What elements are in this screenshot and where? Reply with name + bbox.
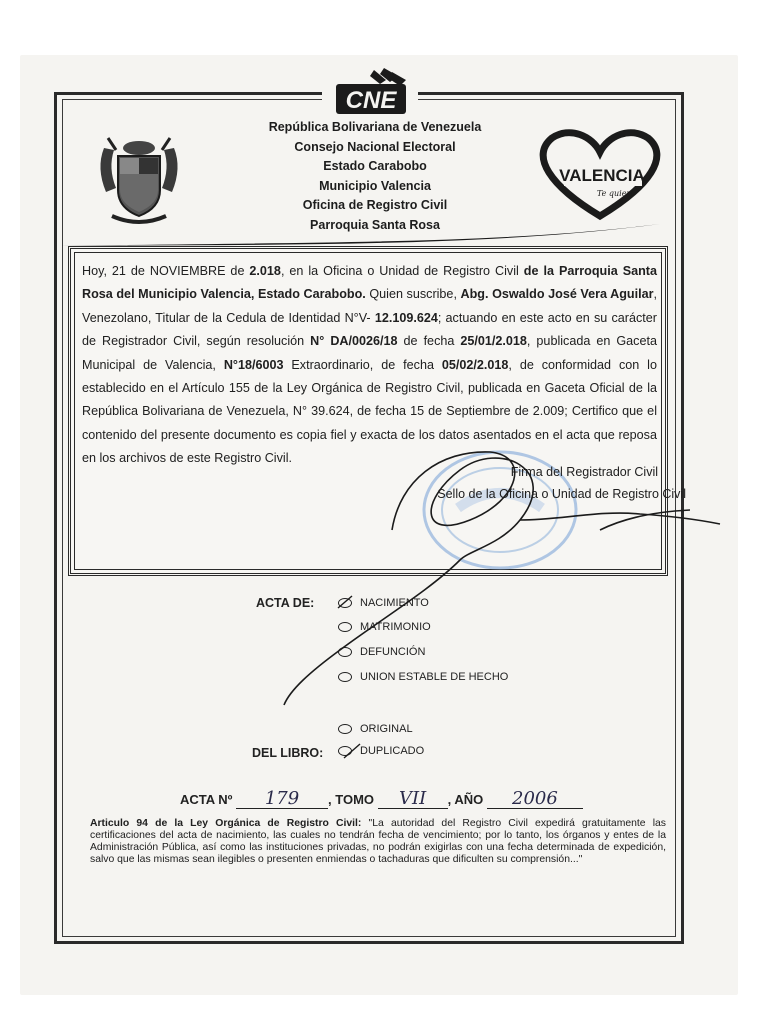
stamp-label: Sello de la Oficina o Unidad de Registro Civil	[437, 487, 686, 501]
valencia-tagline: Te quiero	[596, 189, 636, 198]
acta-number-label: ACTA Nº	[180, 792, 233, 807]
valencia-logo-text: VALENCIA	[559, 166, 645, 185]
cert-part-6: de fecha	[397, 334, 461, 349]
cert-part-8: Extraordinario, de fecha	[283, 357, 442, 372]
cert-ci: 12.109.624	[374, 310, 438, 325]
cert-resolution: N° DA/0026/18	[310, 334, 398, 349]
tomo-label: TOMO	[335, 792, 375, 807]
acta-de-label: ACTA DE:	[256, 596, 315, 610]
header-institution	[230, 118, 520, 235]
ano-label: AÑO	[454, 792, 484, 807]
acta-number-value: 179	[236, 790, 328, 809]
option-circle-icon	[338, 622, 352, 632]
cert-part-9: , de conformidad con lo establecido en el Artículo 155 de la Ley Orgánica de Registro Civil, publicada en Gaceta Oficial de la República Bolivariana de Venezuela, N° 39.624, de fecha 15 de Septiembre de 2.009; Certifico que el contenido del presente documento es copia fiel y exacta de los datos asentados en el acta que reposa en los archivos de este Registro Civil.	[82, 357, 657, 466]
header-line-estado: Estado Carabobo	[323, 159, 427, 173]
cne-logo-text: CNE	[345, 87, 397, 114]
option-circle-icon	[338, 598, 352, 608]
header-line-municipio: Municipio Valencia	[319, 178, 431, 193]
option-original-label: ORIGINAL	[360, 723, 413, 735]
option-original	[338, 723, 413, 735]
cert-part-7: , publicada en Gaceta Municipal de Valencia,	[82, 334, 657, 372]
option-nacimiento-label: NACIMIENTO	[360, 597, 429, 609]
cert-res-date: 25/01/2.018	[460, 334, 527, 349]
option-duplicado-label: DUPLICADO	[360, 745, 425, 757]
cert-part-5: ; actuando en este acto en su carácter de Registrador Civil, según resolución	[82, 310, 657, 349]
acta-number-row: ACTA Nº 179 , TOMO VII , AÑO 2006	[180, 790, 583, 809]
option-circle-icon	[338, 647, 352, 657]
option-union-label: UNION ESTABLE DE HECHO	[360, 671, 509, 683]
option-defuncion	[338, 646, 425, 658]
cert-part-1: Hoy, 21 de NOVIEMBRE de	[82, 264, 250, 278]
option-nacimiento	[338, 597, 429, 609]
option-defuncion-label: DEFUNCIÓN	[360, 646, 426, 658]
cert-gaceta-date: 05/02/2.018	[441, 357, 509, 372]
option-duplicado	[338, 745, 424, 757]
cert-parroquia: de la Parroquia Santa Rosa del Municipio Valencia, Estado Carabobo.	[82, 264, 657, 302]
option-union-estable	[338, 671, 508, 683]
valencia-logo	[530, 126, 670, 222]
cert-part-3: Quien suscribe,	[365, 287, 461, 302]
signature-label: Firma del Registrador Civil	[510, 465, 658, 479]
cert-registrar: Abg. Oswaldo José Vera Aguilar	[460, 287, 654, 302]
cert-gaceta: N°18/6003	[223, 357, 284, 372]
cne-logo	[322, 66, 418, 122]
article-94-title: Articulo 94 de la Ley Orgánica de Registro Civil:	[90, 818, 362, 829]
option-matrimonio-label: MATRIMONIO	[360, 621, 431, 633]
ano-value: 2006	[487, 790, 583, 809]
article-94-body: "La autoridad del Registro Civil expedirá gratuitamente las certificaciones del acta de nacimiento, las cuales no tendrán fecha de vencimiento; por lo tanto, los órganos y entes de la Administración Pública, así como las instituciones privadas, no podrán exigirlas con una fecha determinada de expedición, salvo que las mismas sean ilegibles o presenten enmiendas o tachaduras que dificulten su comprensión..."	[90, 818, 667, 865]
option-matrimonio	[338, 621, 431, 633]
header-line-republica: República Bolivariana de Venezuela	[268, 120, 482, 134]
article-94-text	[90, 818, 666, 866]
coat-of-arms-icon	[92, 128, 186, 232]
header-line-consejo: Consejo Nacional Electoral	[294, 139, 456, 154]
del-libro-label: DEL LIBRO:	[252, 746, 324, 760]
option-circle-icon	[338, 724, 352, 734]
cert-part-2: , en la Oficina o Unidad de Registro Civil	[280, 264, 524, 278]
option-circle-icon	[338, 672, 352, 682]
tomo-value: VII	[378, 790, 448, 809]
header-line-parroquia: Parroquia Santa Rosa	[310, 217, 440, 232]
certification-text	[82, 260, 657, 471]
cert-part-4: , Venezolano, Titular de la Cedula de Identidad N°V-	[82, 287, 658, 325]
header-line-oficina: Oficina de Registro Civil	[302, 198, 448, 212]
option-circle-icon	[338, 746, 352, 756]
cert-year: 2.018	[249, 264, 281, 278]
